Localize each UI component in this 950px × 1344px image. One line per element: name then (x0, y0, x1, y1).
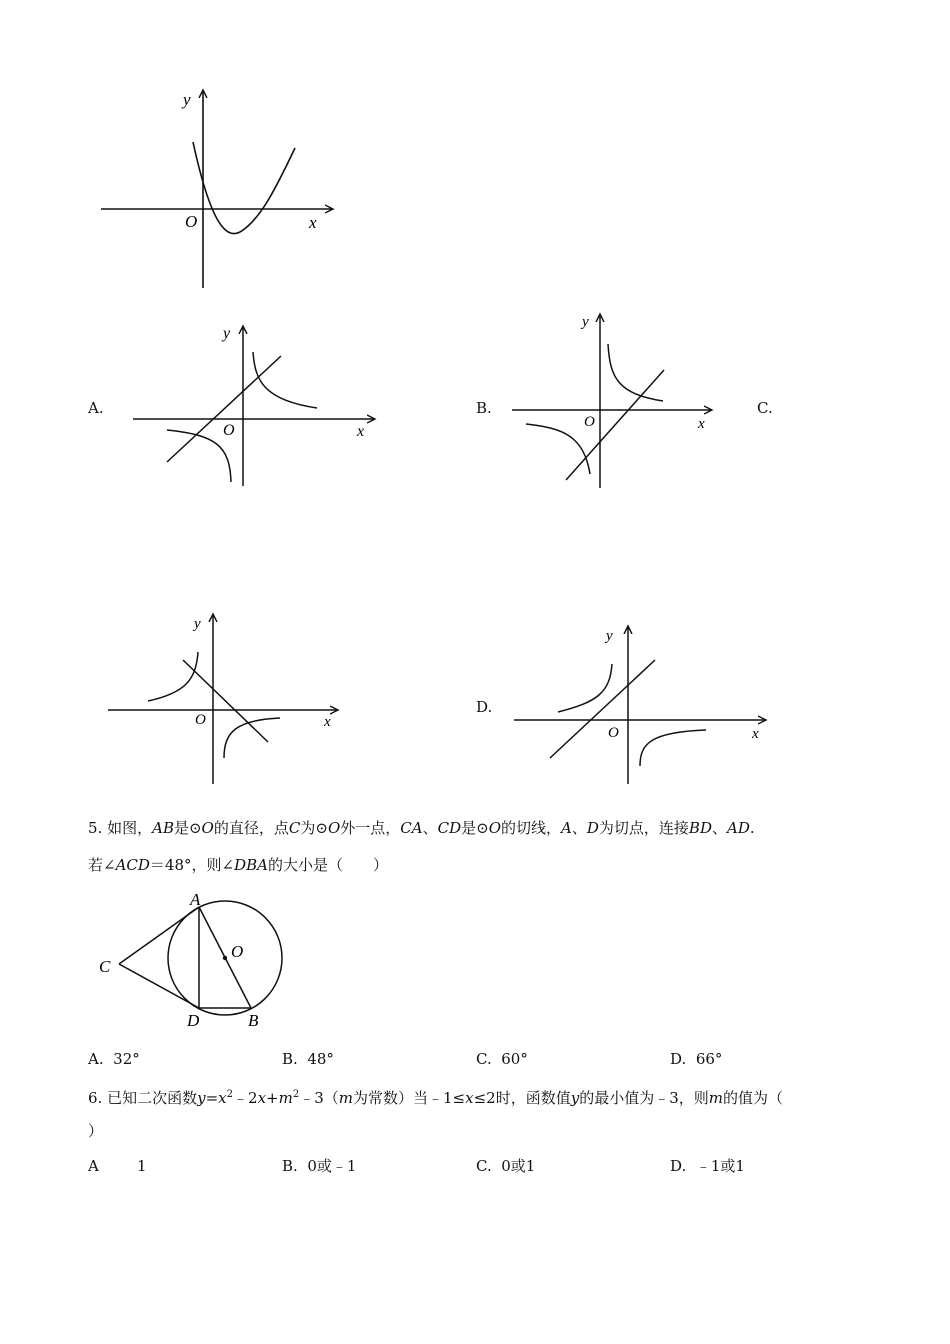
q5-text: 如图，AB是⊙O的直径，点C为⊙O外一点，CA、CD是⊙O的切线，A、D为切点，连接BD、AD. (107, 819, 755, 837)
q6-option-d[interactable]: D. ﹣1或1 (670, 1157, 745, 1175)
parabola-curve (193, 142, 295, 234)
option-d-graph[interactable] (510, 620, 775, 790)
hyperbola-upper (558, 664, 612, 712)
parabola-graph (95, 80, 345, 295)
origin-label: O (185, 212, 198, 231)
q6-number: 6. (88, 1089, 103, 1107)
y-label: y (194, 616, 201, 632)
option-c-label[interactable]: C. (757, 399, 773, 417)
point-d-label: D (187, 1011, 200, 1030)
origin-label: O (195, 712, 206, 728)
q5-option-b[interactable]: B. 48° (282, 1050, 334, 1068)
y-label: y (582, 314, 589, 330)
option-a-graph[interactable] (125, 320, 385, 490)
q5-circle-figure (95, 890, 295, 1030)
line (566, 370, 664, 480)
hyperbola-lower (526, 424, 590, 474)
tangent-ca (119, 907, 199, 964)
hyperbola-left (148, 652, 198, 701)
q5-line1 (88, 818, 755, 838)
origin-label: O (608, 725, 619, 741)
q5-option-d[interactable]: D. 66° (670, 1050, 723, 1068)
option-a-label[interactable]: A. (88, 399, 104, 417)
q6-option-c[interactable]: C. 0或1 (476, 1157, 536, 1175)
option-c-graph[interactable] (100, 608, 350, 788)
x-label: x (752, 726, 759, 742)
option-b-graph[interactable] (508, 308, 723, 493)
y-label: y (223, 325, 231, 342)
hyperbola-right (224, 718, 280, 758)
x-label: x (324, 714, 331, 730)
q5-option-a[interactable]: A. 32° (88, 1050, 140, 1068)
y-label: y (183, 90, 191, 109)
x-label: x (698, 416, 705, 432)
q6-option-a[interactable]: A 1 (88, 1157, 147, 1175)
center-dot (223, 956, 227, 960)
x-label: x (309, 213, 317, 232)
y-label: y (606, 628, 613, 644)
origin-label: O (584, 414, 595, 430)
hyperbola-upper (253, 352, 317, 408)
option-b-label[interactable]: B. (476, 399, 492, 417)
q6-line1: 6. 已知二次函数$y=x^2﹣2x+m^2﹣3(m$为常数）当﹣1≤x≤2时，函数值y的最小值为﹣3，则m的值为（ (88, 1089, 783, 1107)
q5-line2: 若∠ACD＝48°，则∠DBA的大小是（ ） (88, 856, 388, 874)
q6-option-b[interactable]: B. 0或﹣1 (282, 1157, 357, 1175)
hyperbola-lower (167, 430, 231, 482)
q5-option-c[interactable]: C. 60° (476, 1050, 528, 1068)
point-o-label: O (231, 942, 244, 961)
option-d-label[interactable]: D. (476, 698, 493, 716)
line (550, 660, 655, 758)
origin-label: O (223, 422, 235, 439)
point-b-label: B (248, 1011, 259, 1030)
q5-number: 5. (88, 819, 103, 837)
x-label: x (357, 423, 365, 440)
hyperbola-lower (640, 730, 706, 766)
line (183, 660, 268, 742)
hyperbola-upper (608, 344, 663, 401)
q6-line2: ） (88, 1122, 104, 1140)
tangent-cd (119, 964, 199, 1008)
line (167, 356, 281, 462)
point-c-label: C (99, 957, 111, 976)
point-a-label: A (190, 890, 201, 909)
